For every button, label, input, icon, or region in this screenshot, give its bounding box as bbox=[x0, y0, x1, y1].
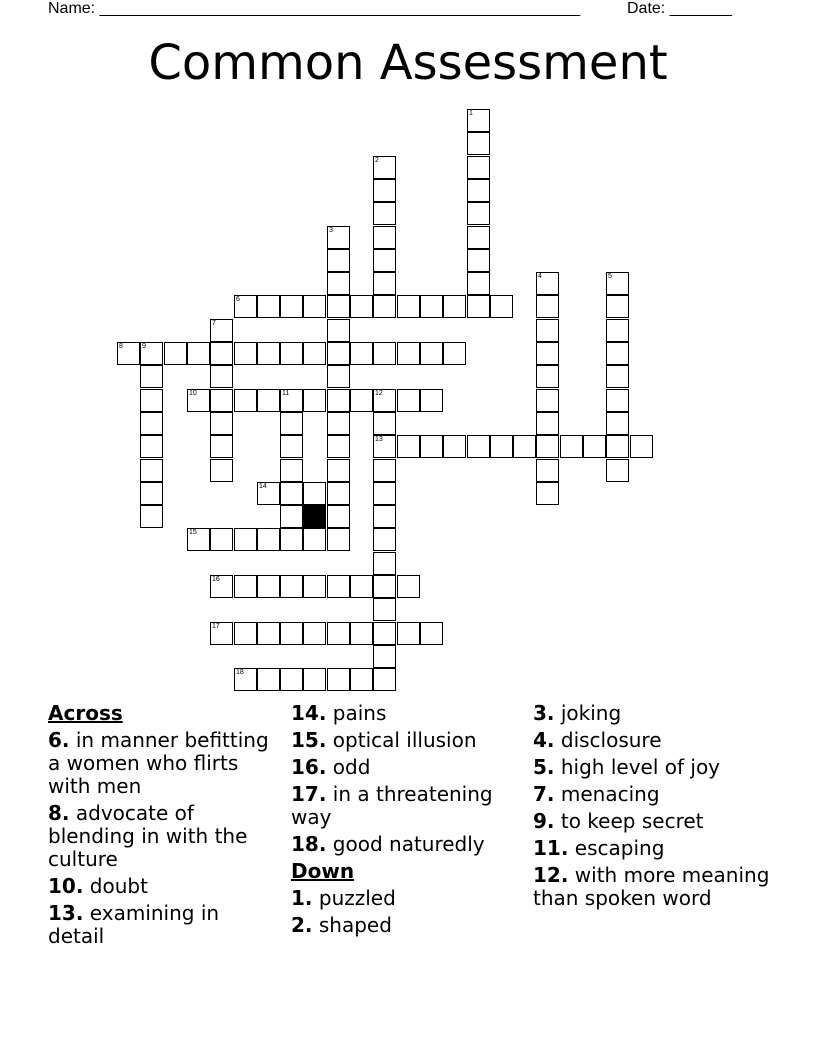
name-field[interactable] bbox=[48, 0, 580, 18]
grid-cell[interactable] bbox=[397, 575, 420, 598]
clue-number: 2 bbox=[375, 157, 379, 164]
grid-cell[interactable] bbox=[210, 342, 233, 365]
grid-cell[interactable] bbox=[140, 412, 163, 435]
grid-cell[interactable] bbox=[140, 435, 163, 458]
grid-cell[interactable] bbox=[373, 668, 396, 691]
grid-cell[interactable] bbox=[280, 342, 303, 365]
clue-number: 9 bbox=[142, 343, 146, 350]
grid-cell[interactable] bbox=[373, 622, 396, 645]
grid-cell[interactable] bbox=[373, 482, 396, 505]
grid-cell[interactable] bbox=[234, 389, 257, 412]
grid-cell[interactable] bbox=[420, 342, 443, 365]
grid-cell[interactable] bbox=[234, 295, 257, 318]
clue-down-9: 9. to keep secret bbox=[533, 809, 704, 833]
grid-cell[interactable] bbox=[606, 342, 629, 365]
grid-cell[interactable] bbox=[187, 342, 210, 365]
grid-cell[interactable] bbox=[467, 156, 490, 179]
grid-cell[interactable] bbox=[257, 389, 280, 412]
grid-cell[interactable] bbox=[583, 435, 606, 458]
clue-across-17: 17. in a threatening way bbox=[291, 782, 493, 829]
clue-number: 1 bbox=[469, 110, 473, 117]
grid-cell[interactable] bbox=[327, 365, 350, 388]
grid-cell[interactable] bbox=[420, 295, 443, 318]
grid-cell[interactable] bbox=[467, 272, 490, 295]
grid-cell[interactable] bbox=[327, 435, 350, 458]
grid-cell[interactable] bbox=[140, 389, 163, 412]
grid-cell[interactable] bbox=[536, 412, 559, 435]
grid-cell[interactable] bbox=[210, 622, 233, 645]
grid-cell[interactable] bbox=[420, 435, 443, 458]
grid-cell[interactable] bbox=[257, 295, 280, 318]
grid-cell[interactable] bbox=[234, 528, 257, 551]
clue-across-15: 15. optical illusion bbox=[291, 728, 477, 752]
clue-number: 13 bbox=[375, 436, 383, 443]
clue-down-5: 5. high level of joy bbox=[533, 755, 721, 779]
grid-cell[interactable] bbox=[606, 365, 629, 388]
date-line: _______ bbox=[669, 0, 732, 17]
name-label: Name: bbox=[48, 0, 96, 17]
grid-cell[interactable] bbox=[606, 295, 629, 318]
grid-cell[interactable] bbox=[280, 528, 303, 551]
grid-cell[interactable] bbox=[140, 505, 163, 528]
grid-cell[interactable] bbox=[443, 295, 466, 318]
clue-number: 17 bbox=[212, 623, 220, 630]
grid-cell[interactable] bbox=[327, 622, 350, 645]
clue-down-3: 3. joking bbox=[533, 701, 622, 725]
grid-cell[interactable] bbox=[280, 575, 303, 598]
grid-cell[interactable] bbox=[210, 528, 233, 551]
grid-cell[interactable] bbox=[467, 202, 490, 225]
page-title: Common Assessment bbox=[148, 35, 668, 91]
grid-cell[interactable] bbox=[303, 389, 326, 412]
grid-cell[interactable] bbox=[373, 202, 396, 225]
grid-cell[interactable] bbox=[536, 435, 559, 458]
clue-across-18: 18. good naturedly bbox=[291, 832, 485, 856]
grid-cell[interactable] bbox=[373, 552, 396, 575]
grid-cell[interactable] bbox=[210, 319, 233, 342]
grid-cell[interactable] bbox=[490, 435, 513, 458]
grid-cell[interactable] bbox=[210, 575, 233, 598]
grid-cell[interactable] bbox=[140, 365, 163, 388]
grid-cell[interactable] bbox=[327, 482, 350, 505]
grid-cell[interactable] bbox=[257, 342, 280, 365]
grid-cell[interactable] bbox=[327, 226, 350, 249]
grid-cell[interactable] bbox=[257, 482, 280, 505]
date-label: Date: bbox=[627, 0, 666, 17]
grid-cell[interactable] bbox=[327, 505, 350, 528]
grid-cell[interactable] bbox=[397, 435, 420, 458]
grid-cell[interactable] bbox=[560, 435, 583, 458]
grid-cell[interactable] bbox=[397, 389, 420, 412]
grid-cell[interactable] bbox=[257, 622, 280, 645]
grid-cell[interactable] bbox=[443, 342, 466, 365]
grid-cell[interactable] bbox=[280, 389, 303, 412]
grid-cell[interactable] bbox=[280, 505, 303, 528]
grid-cell[interactable] bbox=[536, 319, 559, 342]
clue-column-2 bbox=[291, 702, 523, 941]
grid-cell[interactable] bbox=[467, 132, 490, 155]
grid-cell[interactable] bbox=[327, 459, 350, 482]
clue-number: 14 bbox=[259, 483, 267, 490]
grid-cell[interactable] bbox=[373, 575, 396, 598]
grid-cell[interactable] bbox=[373, 226, 396, 249]
grid-cell[interactable] bbox=[257, 575, 280, 598]
grid-cell[interactable] bbox=[397, 295, 420, 318]
grid-cell[interactable] bbox=[280, 459, 303, 482]
grid-cell[interactable] bbox=[117, 342, 140, 365]
grid-cell[interactable] bbox=[397, 342, 420, 365]
clue-number: 8 bbox=[119, 343, 123, 350]
grid-cell[interactable] bbox=[443, 435, 466, 458]
clue-down-1: 1. puzzled bbox=[291, 886, 396, 910]
grid-cell[interactable] bbox=[327, 575, 350, 598]
grid-cell[interactable] bbox=[327, 342, 350, 365]
grid-cell[interactable] bbox=[606, 459, 629, 482]
grid-cell[interactable] bbox=[257, 668, 280, 691]
grid-cell[interactable] bbox=[373, 295, 396, 318]
grid-cell[interactable] bbox=[303, 482, 326, 505]
grid-cell[interactable] bbox=[327, 412, 350, 435]
grid-cell[interactable] bbox=[350, 575, 373, 598]
grid-cell[interactable] bbox=[164, 342, 187, 365]
grid-cell[interactable] bbox=[140, 459, 163, 482]
grid-cell[interactable] bbox=[373, 272, 396, 295]
grid-cell[interactable] bbox=[280, 435, 303, 458]
grid-cell[interactable] bbox=[467, 179, 490, 202]
clue-column-1 bbox=[48, 702, 280, 952]
grid-cell[interactable] bbox=[210, 459, 233, 482]
grid-cell[interactable] bbox=[280, 412, 303, 435]
clue-down-2: 2. shaped bbox=[291, 913, 392, 937]
clue-number: 5 bbox=[608, 273, 612, 280]
grid-cell[interactable] bbox=[373, 528, 396, 551]
clue-down-11: 11. escaping bbox=[533, 836, 665, 860]
clue-across-14: 14. pains bbox=[291, 701, 387, 725]
clue-down-7: 7. menacing bbox=[533, 782, 660, 806]
grid-cell[interactable] bbox=[303, 342, 326, 365]
grid-cell[interactable] bbox=[536, 342, 559, 365]
grid-cell[interactable] bbox=[350, 668, 373, 691]
grid-cell[interactable] bbox=[373, 505, 396, 528]
grid-cell[interactable] bbox=[630, 435, 653, 458]
grid-cell[interactable] bbox=[373, 598, 396, 621]
grid-cell[interactable] bbox=[303, 575, 326, 598]
grid-cell[interactable] bbox=[606, 389, 629, 412]
black-cell bbox=[303, 505, 326, 528]
grid-cell[interactable] bbox=[303, 622, 326, 645]
grid-cell[interactable] bbox=[210, 365, 233, 388]
clue-number: 6 bbox=[236, 296, 240, 303]
grid-cell[interactable] bbox=[280, 295, 303, 318]
grid-cell[interactable] bbox=[536, 365, 559, 388]
grid-cell[interactable] bbox=[140, 342, 163, 365]
clue-across-16: 16. odd bbox=[291, 755, 371, 779]
clue-down-12: 12. with more meaning than spoken word bbox=[533, 863, 770, 910]
grid-cell[interactable] bbox=[373, 459, 396, 482]
grid-cell[interactable] bbox=[373, 389, 396, 412]
grid-cell[interactable] bbox=[536, 295, 559, 318]
grid-cell[interactable] bbox=[373, 342, 396, 365]
grid-cell[interactable] bbox=[234, 668, 257, 691]
grid-cell[interactable] bbox=[303, 668, 326, 691]
grid-cell[interactable] bbox=[350, 295, 373, 318]
clue-number: 11 bbox=[282, 390, 290, 397]
clue-number: 10 bbox=[189, 390, 197, 397]
date-field[interactable] bbox=[627, 0, 732, 18]
clue-number: 7 bbox=[212, 320, 216, 327]
grid-cell[interactable] bbox=[397, 622, 420, 645]
grid-cell[interactable] bbox=[280, 622, 303, 645]
grid-cell[interactable] bbox=[327, 668, 350, 691]
grid-cell[interactable] bbox=[303, 528, 326, 551]
grid-cell[interactable] bbox=[536, 389, 559, 412]
grid-cell[interactable] bbox=[373, 645, 396, 668]
grid-cell[interactable] bbox=[467, 249, 490, 272]
grid-cell[interactable] bbox=[606, 272, 629, 295]
grid-cell[interactable] bbox=[280, 668, 303, 691]
clue-number: 3 bbox=[329, 227, 333, 234]
clue-down-4: 4. disclosure bbox=[533, 728, 662, 752]
grid-cell[interactable] bbox=[350, 389, 373, 412]
grid-cell[interactable] bbox=[513, 435, 536, 458]
grid-cell[interactable] bbox=[187, 528, 210, 551]
grid-cell[interactable] bbox=[303, 295, 326, 318]
grid-cell[interactable] bbox=[327, 319, 350, 342]
grid-cell[interactable] bbox=[234, 622, 257, 645]
grid-cell[interactable] bbox=[373, 156, 396, 179]
clue-number: 15 bbox=[189, 529, 197, 536]
grid-cell[interactable] bbox=[490, 295, 513, 318]
grid-cell[interactable] bbox=[280, 482, 303, 505]
grid-cell[interactable] bbox=[210, 412, 233, 435]
grid-cell[interactable] bbox=[350, 622, 373, 645]
grid-cell[interactable] bbox=[606, 435, 629, 458]
grid-cell[interactable] bbox=[467, 109, 490, 132]
grid-cell[interactable] bbox=[234, 342, 257, 365]
clue-across-10: 10. doubt bbox=[48, 874, 148, 898]
grid-cell[interactable] bbox=[536, 272, 559, 295]
name-line: ______________________________________________________ bbox=[99, 0, 581, 17]
clue-across-8: 8. advocate of blending in with the culture bbox=[48, 801, 248, 871]
grid-cell[interactable] bbox=[536, 459, 559, 482]
grid-cell[interactable] bbox=[210, 389, 233, 412]
clue-number: 18 bbox=[236, 669, 244, 676]
grid-cell[interactable] bbox=[373, 412, 396, 435]
grid-cell[interactable] bbox=[350, 342, 373, 365]
grid-cell[interactable] bbox=[536, 482, 559, 505]
grid-cell[interactable] bbox=[257, 528, 280, 551]
grid-cell[interactable] bbox=[373, 435, 396, 458]
grid-cell[interactable] bbox=[327, 295, 350, 318]
grid-cell[interactable] bbox=[234, 575, 257, 598]
grid-cell[interactable] bbox=[606, 319, 629, 342]
clue-across-6: 6. in manner befitting a women who flirts with men bbox=[48, 728, 269, 798]
grid-cell[interactable] bbox=[210, 435, 233, 458]
clue-number: 16 bbox=[212, 576, 220, 583]
grid-cell[interactable] bbox=[373, 249, 396, 272]
grid-cell[interactable] bbox=[327, 389, 350, 412]
across-heading: Across bbox=[48, 701, 123, 725]
clue-number: 4 bbox=[538, 273, 542, 280]
grid-cell[interactable] bbox=[420, 389, 443, 412]
down-heading: Down bbox=[291, 859, 355, 883]
clue-column-3 bbox=[533, 702, 773, 914]
clue-across-13: 13. examining in detail bbox=[48, 901, 220, 948]
grid-cell[interactable] bbox=[187, 389, 210, 412]
grid-cell[interactable] bbox=[467, 226, 490, 249]
grid-cell[interactable] bbox=[606, 412, 629, 435]
grid-cell[interactable] bbox=[140, 482, 163, 505]
grid-cell[interactable] bbox=[327, 249, 350, 272]
grid-cell[interactable] bbox=[373, 179, 396, 202]
grid-cell[interactable] bbox=[420, 622, 443, 645]
grid-cell[interactable] bbox=[327, 272, 350, 295]
grid-cell[interactable] bbox=[467, 295, 490, 318]
grid-cell[interactable] bbox=[327, 528, 350, 551]
grid-cell[interactable] bbox=[467, 435, 490, 458]
clue-number: 12 bbox=[375, 390, 383, 397]
